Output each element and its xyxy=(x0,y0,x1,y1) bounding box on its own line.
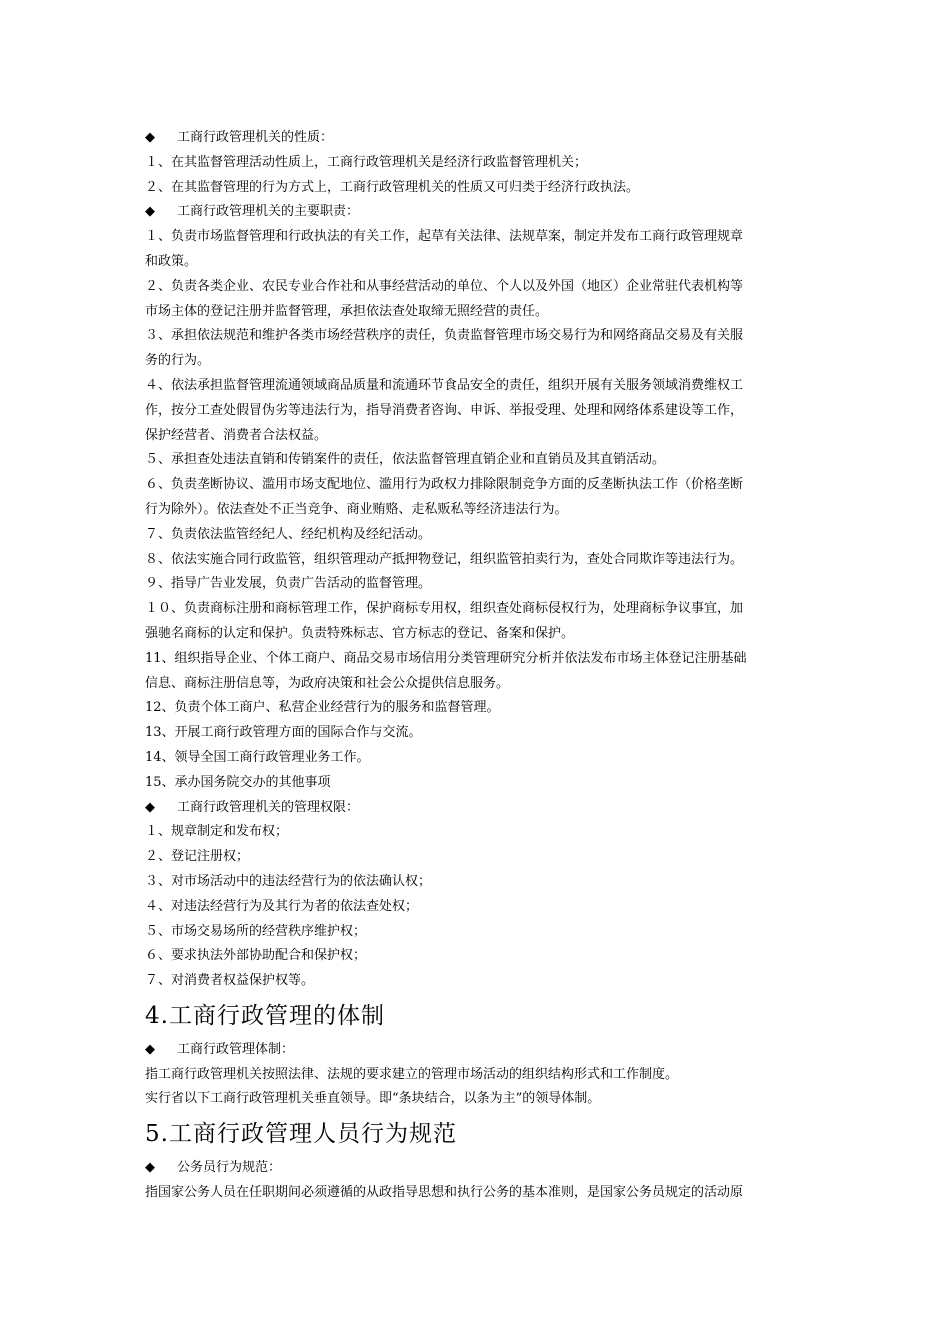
paragraph-line: ４、对违法经营行为及其行为者的依法查处权； xyxy=(145,898,419,914)
diamond-bullet-icon: ◆ xyxy=(145,204,155,220)
paragraph-line: 务的行为。 xyxy=(145,353,211,369)
paragraph-line: ３、承担依法规范和维护各类市场经营秩序的责任，负责监督管理市场交易行为和网络商品交易及有关服 xyxy=(145,328,744,344)
paragraph-line: ２、负责各类企业、农民专业合作社和从事经营活动的单位、个人以及外国（地区）企业常驻代表机构等 xyxy=(145,278,744,294)
paragraph-line: ５、市场交易场所的经营秩序维护权； xyxy=(145,923,367,939)
bullet-heading-system: ◆ 工商行政管理体制： xyxy=(145,1038,810,1063)
paragraph-line: ７、对消费者权益保护权等。 xyxy=(145,973,315,989)
paragraph-line: 13、开展工商行政管理方面的国际合作与交流。 xyxy=(145,725,422,741)
document-body xyxy=(145,126,810,1206)
paragraph-line: ５、承担查处违法直销和传销案件的责任，依法监督管理直销企业和直销员及其直销活动。 xyxy=(145,452,666,468)
paragraph-line: 15、承办国务院交办的其他事项 xyxy=(145,774,331,790)
section-heading-4: 4.工商行政管理的体制 xyxy=(145,1002,385,1029)
paragraph-line: 和政策。 xyxy=(145,253,198,269)
paragraph-line: １、在其监督管理活动性质上，工商行政管理机关是经济行政监督管理机关； xyxy=(145,154,588,170)
paragraph-line: 12、负责个体工商户、私营企业经营行为的服务和监督管理。 xyxy=(145,700,500,716)
paragraph-line: 实行省以下工商行政管理机关垂直领导。即“条块结合，以条为主”的领导体制。 xyxy=(145,1091,601,1107)
paragraph-line: ４、依法承担监督管理流通领域商品质量和流通环节食品安全的责任，组织开展有关服务领域消费维权工 xyxy=(145,377,744,393)
paragraph-line: ６、要求执法外部协助配合和保护权； xyxy=(145,948,367,964)
paragraph-line: ９、指导广告业发展，负责广告活动的监督管理。 xyxy=(145,576,432,592)
paragraph-line: 指国家公务人员在任职期间必须遵循的从政指导思想和执行公务的基本准则，是国家公务员规定的活动原 xyxy=(145,1185,744,1201)
paragraph-line: 14、领导全国工商行政管理业务工作。 xyxy=(145,749,370,765)
paragraph-line: ７、负责依法监管经纪人、经纪机构及经纪活动。 xyxy=(145,526,432,542)
paragraph-line: 作，按分工查处假冒伪劣等违法行为，指导消费者咨询、申诉、举报受理、处理和网络体系建设等工作， xyxy=(145,402,744,418)
paragraph-line: 指工商行政管理机关按照法律、法规的要求建立的管理市场活动的组织结构形式和工作制度。 xyxy=(145,1066,679,1082)
paragraph-line: １、负责市场监督管理和行政执法的有关工作，起草有关法律、法规草案，制定并发布工商行政管理规章 xyxy=(145,229,744,245)
paragraph-line: 信息、商标注册信息等，为政府决策和社会公众提供信息服务。 xyxy=(145,675,510,691)
paragraph-line: 11、组织指导企业、个体工商户、商品交易市场信用分类管理研究分析并依法发布市场主体登记注册基础 xyxy=(145,650,747,666)
diamond-bullet-icon: ◆ xyxy=(145,1160,155,1176)
paragraph-line: ２、登记注册权； xyxy=(145,849,250,865)
bullet-heading-duties: ◆ 工商行政管理机关的主要职责： xyxy=(145,200,810,225)
diamond-bullet-icon: ◆ xyxy=(145,130,155,145)
bullet-heading-nature: ◆ 工商行政管理机关的性质： xyxy=(145,126,810,151)
paragraph-line: 行为除外）。依法查处不正当竞争、商业贿赂、走私贩私等经济违法行为。 xyxy=(145,501,568,517)
paragraph-line: 市场主体的登记注册并监督管理，承担依法查处取缔无照经营的责任。 xyxy=(145,303,549,319)
paragraph-line: ３、对市场活动中的违法经营行为的依法确认权； xyxy=(145,873,432,889)
diamond-bullet-icon: ◆ xyxy=(145,1041,155,1057)
paragraph-line: 保护经营者、消费者合法权益。 xyxy=(145,427,328,443)
paragraph-line: 强驰名商标的认定和保护。负责特殊标志、官方标志的登记、备案和保护。 xyxy=(145,625,575,641)
paragraph-line: １、规章制定和发布权； xyxy=(145,824,289,840)
paragraph-line: ６、负责垄断协议、滥用市场支配地位、滥用行为政权力排除限制竞争方面的反垄断执法工作（价格垄断 xyxy=(145,477,744,493)
section-heading-5: 5.工商行政管理人员行为规范 xyxy=(145,1121,457,1148)
bullet-heading-powers: ◆ 工商行政管理机关的管理权限： xyxy=(145,796,810,821)
paragraph-line: ８、依法实施合同行政监管，组织管理动产抵押物登记，组织监管拍卖行为，查处合同欺诈等违法行为。 xyxy=(145,551,744,567)
bullet-heading-conduct: ◆ 公务员行为规范： xyxy=(145,1156,810,1181)
paragraph-line: １０、负责商标注册和商标管理工作，保护商标专用权，组织查处商标侵权行为，处理商标争议事宜，加 xyxy=(145,601,744,617)
paragraph-line: ２、在其监督管理的行为方式上，工商行政管理机关的性质又可归类于经济行政执法。 xyxy=(145,179,640,195)
diamond-bullet-icon: ◆ xyxy=(145,799,155,815)
